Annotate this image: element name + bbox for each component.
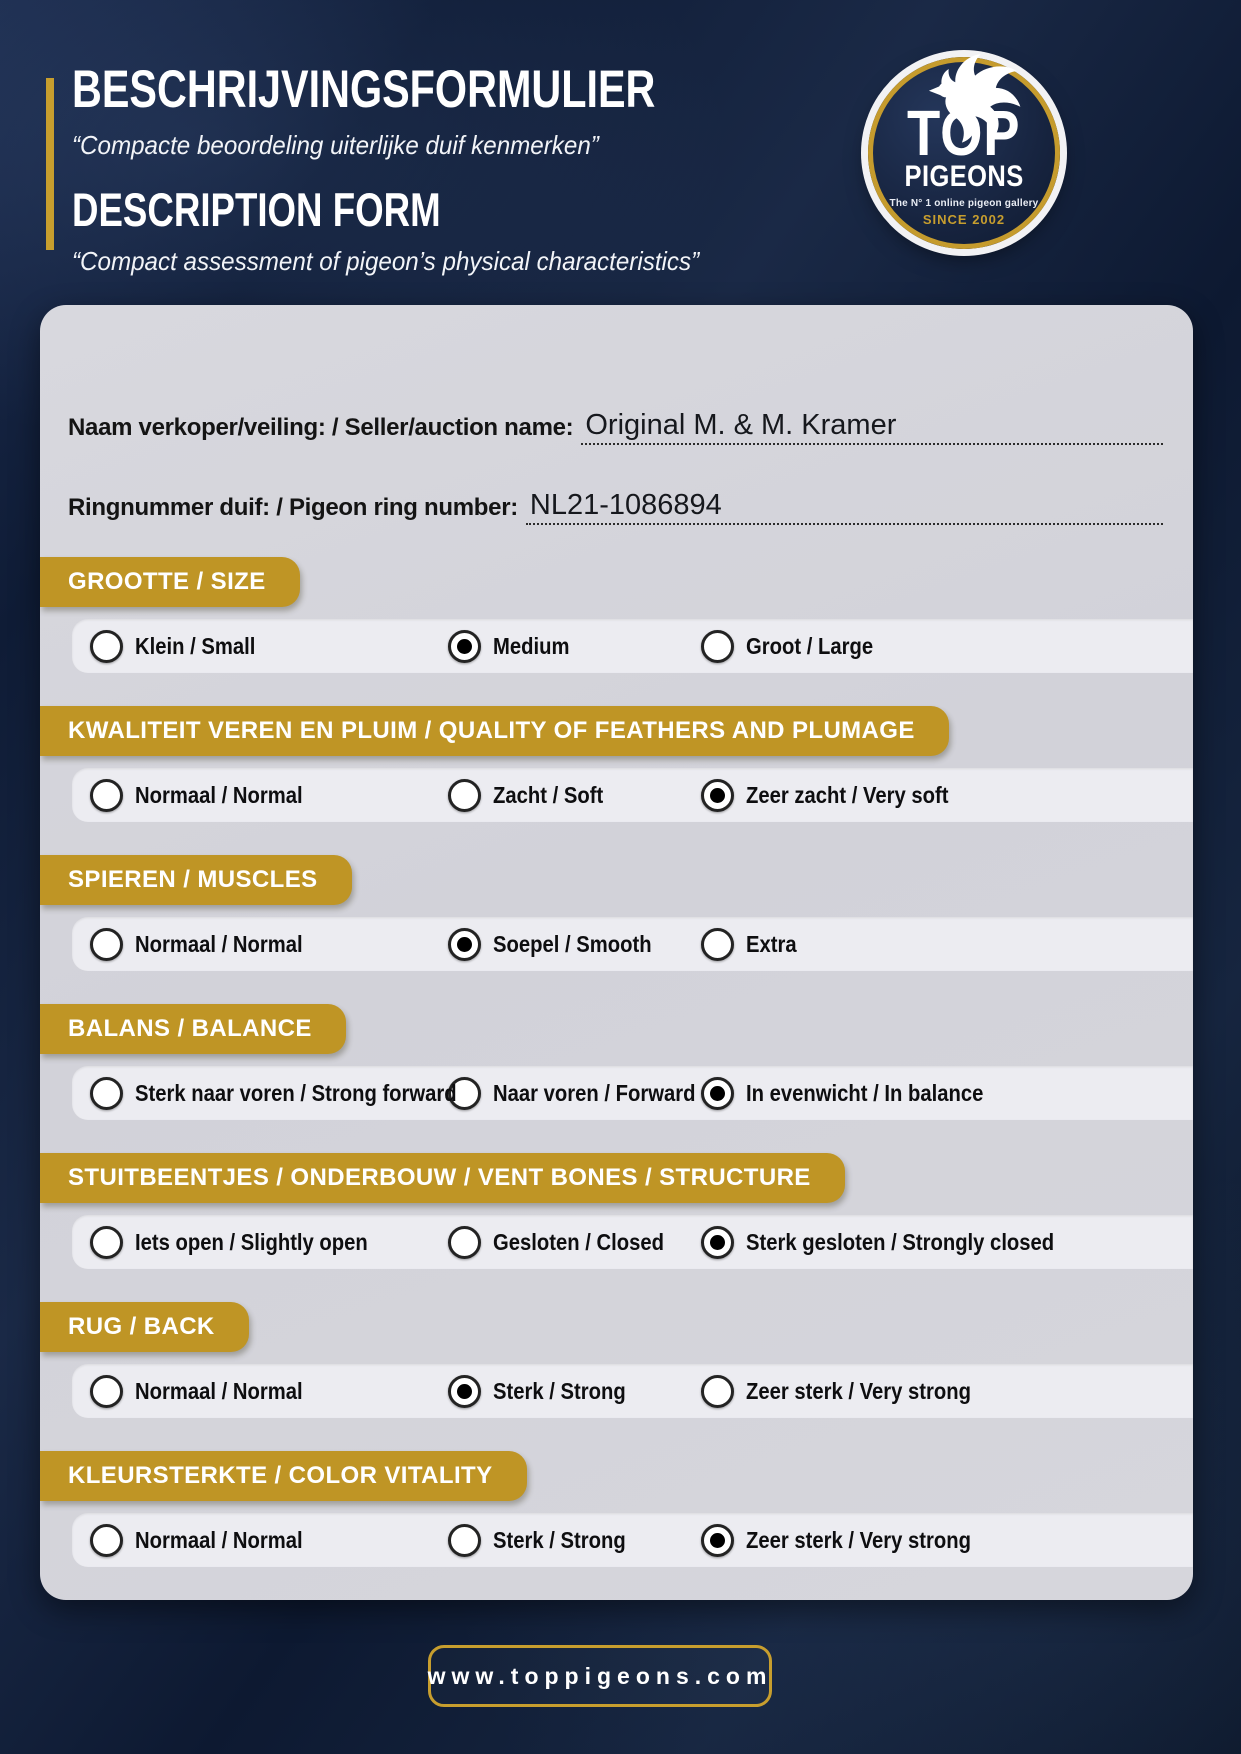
subtitle-english: “Compact assessment of pigeon’s physical characteristics” <box>72 245 700 276</box>
logo-top-text: TOP <box>907 97 1021 169</box>
radio-button[interactable] <box>448 928 481 961</box>
radio-button[interactable] <box>90 630 123 663</box>
seller-name-field <box>68 409 1163 445</box>
seller-name-value[interactable]: Original M. & M. Kramer <box>581 409 1163 445</box>
radio-option-label: Zacht / Soft <box>493 781 604 808</box>
radio-option[interactable] <box>701 779 1193 812</box>
radio-button[interactable] <box>90 1226 123 1259</box>
radio-button[interactable] <box>90 1524 123 1557</box>
radio-button[interactable] <box>90 1375 123 1408</box>
radio-option-label: In evenwicht / In balance <box>746 1079 984 1106</box>
section-muscles <box>40 855 1193 971</box>
section-title-badge: RUG / BACK <box>40 1302 249 1352</box>
radio-option[interactable] <box>90 1077 457 1110</box>
radio-option-label: Klein / Small <box>135 632 256 659</box>
section-title-badge: STUITBEENTJES / ONDERBOUW / VENT BONES / STRUCTURE <box>40 1153 845 1203</box>
radio-option[interactable] <box>448 1077 701 1110</box>
logo-tagline: The N° 1 online pigeon gallery <box>889 198 1039 209</box>
radio-option-label: Groot / Large <box>746 632 874 659</box>
radio-option-label: Medium <box>493 632 570 659</box>
radio-option-label: Sterk gesloten / Strongly closed <box>746 1228 1055 1255</box>
radio-button[interactable] <box>448 779 481 812</box>
radio-option-label: Normaal / Normal <box>135 930 303 957</box>
radio-dot <box>710 1533 725 1548</box>
section-title-badge: GROOTTE / SIZE <box>40 557 300 607</box>
radio-button[interactable] <box>448 630 481 663</box>
ring-number-value[interactable]: NL21-1086894 <box>526 489 1163 525</box>
radio-button[interactable] <box>701 779 734 812</box>
radio-option-label: Normaal / Normal <box>135 1377 303 1404</box>
subtitle-dutch: “Compacte beoordeling uiterlijke duif kenmerken” <box>72 129 599 160</box>
radio-option-label: Soepel / Smooth <box>493 930 652 957</box>
options-row <box>72 619 1193 673</box>
radio-option-label: Sterk / Strong <box>493 1377 626 1404</box>
radio-dot <box>457 937 472 952</box>
radio-option[interactable] <box>90 779 448 812</box>
radio-button[interactable] <box>448 1524 481 1557</box>
radio-option[interactable] <box>448 928 701 961</box>
radio-option[interactable] <box>701 1375 1193 1408</box>
website-link[interactable]: www.toppigeons.com <box>428 1645 772 1707</box>
radio-button[interactable] <box>701 1524 734 1557</box>
section-balance <box>40 1004 1193 1120</box>
seller-name-label: Naam verkoper/veiling: / Seller/auction name: <box>68 414 574 441</box>
gold-accent-bar <box>46 78 54 250</box>
section-title-badge: KWALITEIT VEREN EN PLUIM / QUALITY OF FEATHERS AND PLUMAGE <box>40 706 949 756</box>
options-row <box>72 1364 1193 1418</box>
radio-option[interactable] <box>90 928 448 961</box>
radio-button[interactable] <box>701 630 734 663</box>
form-fields <box>40 305 1193 525</box>
radio-option[interactable] <box>448 630 701 663</box>
radio-button[interactable] <box>90 779 123 812</box>
section-title-badge: SPIEREN / MUSCLES <box>40 855 352 905</box>
radio-option-label: Extra <box>746 930 797 957</box>
section-back <box>40 1302 1193 1418</box>
radio-option-label: Sterk / Strong <box>493 1526 626 1553</box>
radio-button[interactable] <box>701 1077 734 1110</box>
radio-option-label: Naar voren / Forward <box>493 1079 696 1106</box>
ring-number-label: Ringnummer duif: / Pigeon ring number: <box>68 494 518 521</box>
radio-option[interactable] <box>448 1524 701 1557</box>
radio-option[interactable] <box>701 630 1193 663</box>
radio-option-label: Normaal / Normal <box>135 781 303 808</box>
ring-number-field <box>68 489 1163 525</box>
section-size <box>40 557 1193 673</box>
radio-option-label: Sterk naar voren / Strong forward <box>135 1079 457 1106</box>
radio-dot <box>457 1384 472 1399</box>
title-dutch: BESCHRIJVINGSFORMULIER <box>72 60 656 119</box>
radio-button[interactable] <box>90 1077 123 1110</box>
options-row <box>72 1215 1193 1269</box>
radio-option-label: Gesloten / Closed <box>493 1228 664 1255</box>
radio-option-label: Zeer sterk / Very strong <box>746 1377 972 1404</box>
section-vent-bones <box>40 1153 1193 1269</box>
radio-dot <box>457 639 472 654</box>
radio-option[interactable] <box>90 1375 448 1408</box>
radio-dot <box>710 1086 725 1101</box>
options-row <box>72 1513 1193 1567</box>
radio-button[interactable] <box>701 1226 734 1259</box>
radio-button[interactable] <box>90 928 123 961</box>
form-card <box>40 305 1193 1600</box>
radio-option-label: Normaal / Normal <box>135 1526 303 1553</box>
radio-option-label: Zeer zacht / Very soft <box>746 781 949 808</box>
radio-dot <box>710 788 725 803</box>
radio-button[interactable] <box>448 1375 481 1408</box>
radio-button[interactable] <box>448 1226 481 1259</box>
radio-option[interactable] <box>90 1524 448 1557</box>
radio-option[interactable] <box>701 1077 1193 1110</box>
radio-option[interactable] <box>90 630 448 663</box>
section-feather-quality <box>40 706 1193 822</box>
radio-option[interactable] <box>90 1226 448 1259</box>
radio-dot <box>710 1235 725 1250</box>
radio-option[interactable] <box>701 928 1193 961</box>
radio-option-label: Zeer sterk / Very strong <box>746 1526 972 1553</box>
radio-option[interactable] <box>701 1226 1193 1259</box>
radio-option-label: Iets open / Slightly open <box>135 1228 368 1255</box>
section-color-vitality <box>40 1451 1193 1567</box>
radio-option[interactable] <box>448 1375 701 1408</box>
options-row <box>72 768 1193 822</box>
section-title-badge: BALANS / BALANCE <box>40 1004 346 1054</box>
section-title-badge: KLEURSTERKTE / COLOR VITALITY <box>40 1451 527 1501</box>
radio-button[interactable] <box>701 1375 734 1408</box>
header <box>72 62 820 277</box>
options-row <box>72 1066 1193 1120</box>
form-sections <box>40 557 1193 1567</box>
radio-option[interactable] <box>701 1524 1193 1557</box>
logo-pigeons-text: PIGEONS <box>904 160 1024 193</box>
title-english: DESCRIPTION FORM <box>72 182 441 236</box>
radio-option[interactable] <box>448 779 701 812</box>
options-row <box>72 917 1193 971</box>
logo-since-text: SINCE 2002 <box>922 212 1006 227</box>
radio-option[interactable] <box>448 1226 701 1259</box>
top-pigeons-logo <box>868 57 1060 249</box>
radio-button[interactable] <box>701 928 734 961</box>
